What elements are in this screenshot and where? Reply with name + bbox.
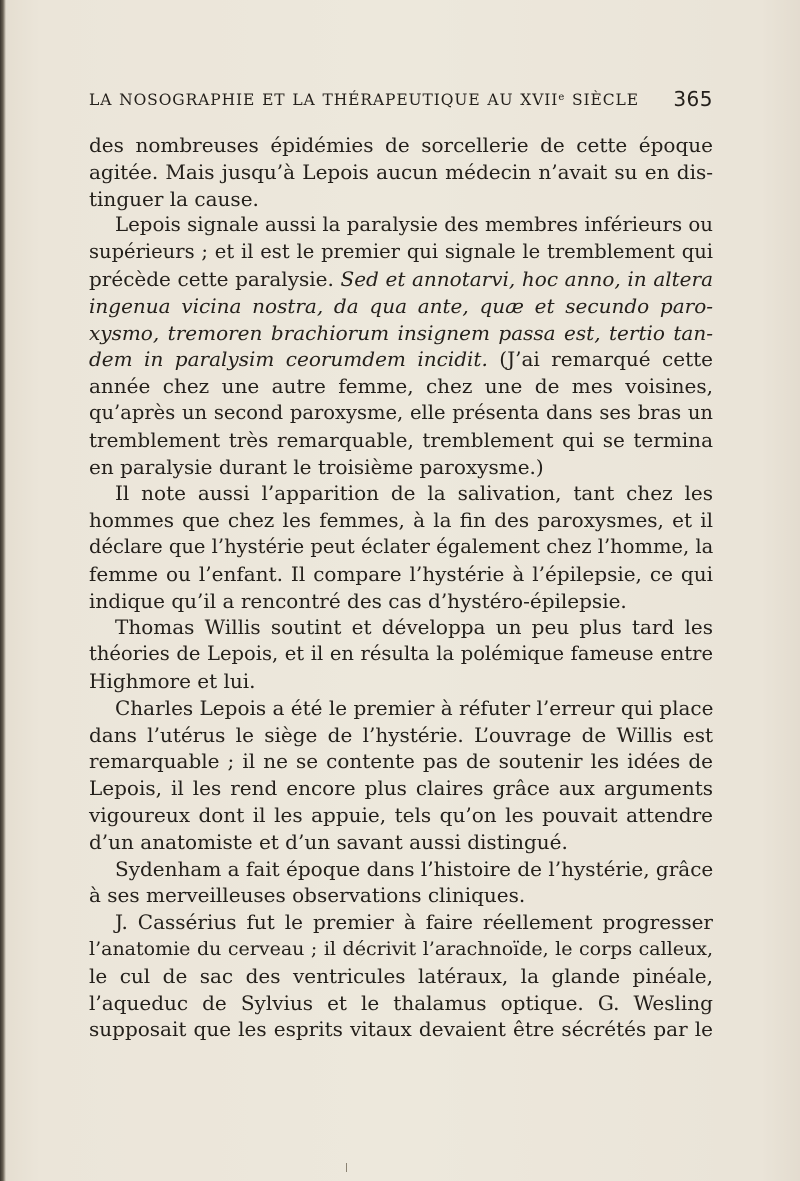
latin-quote-span: ingenua vicina nostra, da qua ante, quæ et secundo paro- bbox=[89, 293, 713, 318]
running-title-end: SIÈCLE bbox=[565, 91, 639, 109]
running-title bbox=[89, 91, 639, 109]
text-line: dans l’utérus le siège de l’hystérie. L’ouvrage de Willis est bbox=[89, 722, 713, 747]
text-line: d’un anatomiste et d’un savant aussi distingué. bbox=[89, 829, 568, 854]
text-line: remarquable ; il ne se contente pas de soutenir les idées de bbox=[89, 749, 713, 774]
text-line: tinguer la cause. bbox=[89, 186, 259, 211]
text-line: supposait que les esprits vitaux devaient être sécrétés par le bbox=[89, 1017, 713, 1042]
text-line: hommes que chez les femmes, à la fin des paroxysmes, et il bbox=[89, 508, 713, 533]
text-line: déclare que l’hystérie peut éclater également chez l’homme, la bbox=[89, 534, 714, 558]
text-line: à ses merveilleuses observations cliniques. bbox=[89, 883, 526, 908]
page-number: 365 bbox=[673, 87, 713, 111]
text-line: femme ou l’enfant. Il compare l’hystérie à l’épilepsie, ce qui bbox=[89, 561, 713, 586]
latin-quote-span: xysmo, tremoren brachiorum insignem passa est, tertio tan- bbox=[89, 320, 713, 345]
running-header bbox=[89, 88, 713, 114]
text-line: tremblement très remarquable, tremblement qui se termina bbox=[89, 427, 713, 452]
text-line: Il note aussi l’apparition de la salivation, tant chez les bbox=[115, 481, 713, 506]
body-text bbox=[89, 132, 713, 1043]
text-line: indique qu’il a rencontré des cas d’hystéro-épilepsie. bbox=[89, 588, 627, 613]
latin-quote-span: dem in paralysim ceorumdem incidit. bbox=[89, 347, 488, 372]
running-title-main: LA NOSOGRAPHIE ET LA THÉRAPEUTIQUE AU XVII bbox=[89, 91, 559, 109]
text-line: qu’après un second paroxysme, elle présenta dans ses bras un bbox=[89, 400, 713, 424]
text-line-latin bbox=[89, 293, 713, 320]
text-line: l’aqueduc de Sylvius et le thalamus optique. G. Wesling bbox=[89, 990, 713, 1015]
text-line: Lepois signale aussi la paralysie des membres inférieurs ou bbox=[115, 213, 713, 237]
text-line-mixed bbox=[89, 346, 713, 373]
text-line: Lepois, il les rend encore plus claires grâce aux arguments bbox=[89, 776, 713, 801]
text-span: (J’ai remarqué cette bbox=[499, 347, 714, 372]
page-spine-edge bbox=[0, 0, 6, 1181]
text-span: précède cette paralysie. bbox=[89, 266, 334, 291]
text-line: vigoureux dont il les appuie, tels qu’on les pouvait attendre bbox=[89, 802, 713, 827]
text-line: des nombreuses épidémies de sorcellerie de cette époque bbox=[89, 133, 713, 157]
latin-quote-span: Sed et annotarvi, hoc anno, in altera bbox=[340, 266, 713, 291]
text-line: année chez une autre femme, chez une de mes voisines, bbox=[89, 374, 713, 399]
text-line-latin bbox=[89, 320, 713, 347]
text-line: Sydenham a fait époque dans l’histoire de l’hystérie, grâce bbox=[115, 856, 714, 881]
text-line-mixed bbox=[89, 266, 713, 293]
text-line: l’anatomie du cerveau ; il décrivit l’arachnoïde, le corps calleux, bbox=[89, 937, 713, 960]
text-line: supérieurs ; et il est le premier qui signale le tremblement qui bbox=[89, 240, 713, 264]
text-line: le cul de sac des ventricules latéraux, la glande pinéale, bbox=[89, 963, 713, 988]
text-line: Highmore et lui. bbox=[89, 668, 256, 693]
text-line: Charles Lepois a été le premier à réfuter l’erreur qui place bbox=[115, 695, 714, 720]
text-line: théories de Lepois, et il en résulta la polémique fameuse entre bbox=[89, 642, 713, 666]
text-line: en paralysie durant le troisième paroxysme.) bbox=[89, 454, 544, 479]
text-line: J. Cassérius fut le premier à faire réellement progresser bbox=[115, 910, 713, 935]
running-title-superscript: e bbox=[558, 92, 566, 103]
paper-speck bbox=[346, 1163, 347, 1172]
text-line: agitée. Mais jusqu’à Lepois aucun médecin n’avait su en dis- bbox=[89, 159, 713, 184]
text-line: Thomas Willis soutint et développa un peu plus tard les bbox=[115, 615, 713, 640]
